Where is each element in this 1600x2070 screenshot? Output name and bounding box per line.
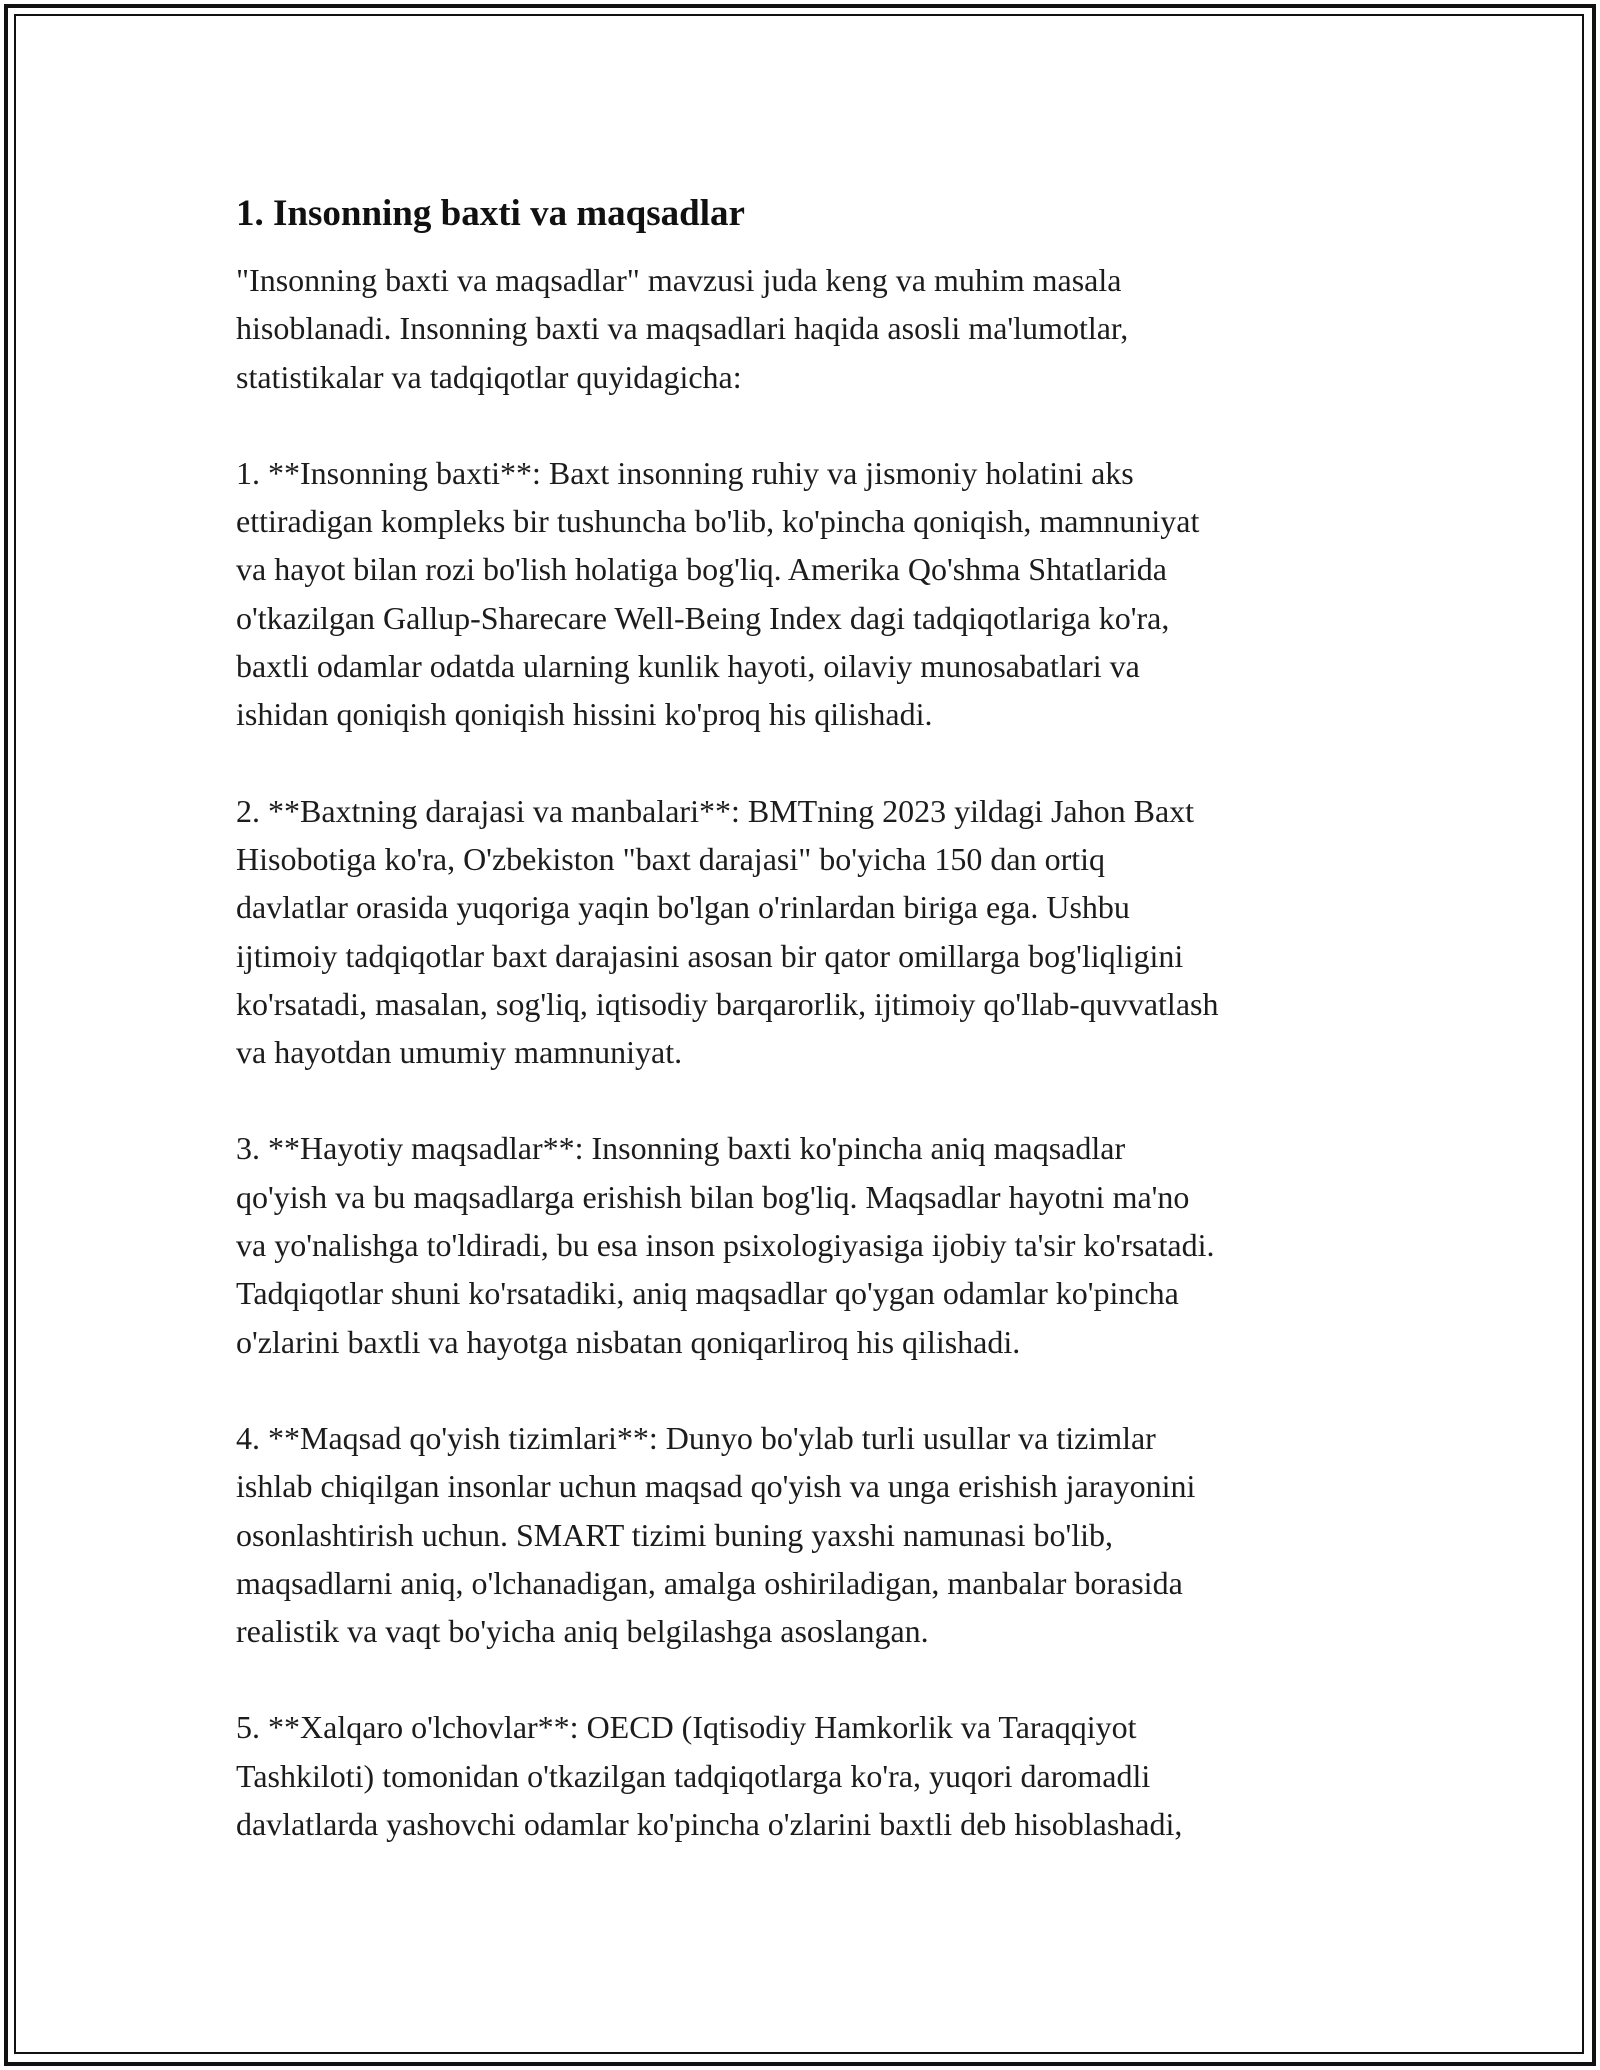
list-item-4: 4. **Maqsad qo'yish tizimlari**: Dunyo bo'ylab turli usullar va tizimlar ishlab chiqilgan insonlar uchun maqsad qo'yish va unga erishish jarayonini osonlashtirish uchun. SMART tizimi buning yaxshi namunasi bo'lib, maqsadlarni aniq, o'lchanadigan, amalga oshiriladigan, manbalar borasida realistik va vaqt bo'yicha aniq belgilashga asoslangan. [236, 1419, 1196, 1650]
list-item-5: 5. **Xalqaro o'lchovlar**: OECD (Iqtisodiy Hamkorlik va Taraqqiyot Tashkiloti) tomonidan o'tkazilgan tadqiqotlarga ko'ra, yuqori daromadli davlatlarda yashovchi odamlar ko'pincha o'zlarini baxtli deb hisoblashadi, [236, 1709, 1183, 1843]
list-item-1: 1. **Insonning baxti**: Baxt insonning ruhiy va jismoniy holatini aks ettiradigan kompleks bir tushuncha bo'lib, ko'pincha qoniqish, mamnuniyat va hayot bilan rozi bo'lish holatiga bog'liq. Amerika Qo'shma Shtatlarida o'tkazilgan Gallup-Sharecare Well-Being Index dagi tadqiqotlariga ko'ra, baxtli odamlar odatda ularning kunlik hayoti, oilaviy munosabatlari va ishidan qoniqish qoniqish hissini ko'proq his qilishadi. [236, 454, 1200, 733]
intro-paragraph: "Insonning baxti va maqsadlar" mavzusi juda keng va muhim masala hisoblanadi. Insonning baxti va maqsadlari haqida asosli ma'lumotlar, statistikalar va tadqiqotlar quyidagicha: [236, 262, 1129, 395]
list-item-3: 3. **Hayotiy maqsadlar**: Insonning baxti ko'pincha aniq maqsadlar qo'yish va bu maqsadlarga erishish bilan bog'liq. Maqsadlar hayotni ma'no va yo'nalishga to'ldiradi, bu esa inson psixologiyasiga ijobiy ta'sir ko'rsatadi. Tadqiqotlar shuni ko'rsatadiki, aniq maqsadlar qo'ygan odamlar ko'pincha o'zlarini baxtli va hayotga nisbatan qoniqarliroq his qilishadi. [236, 1130, 1215, 1360]
list-item-2: 2. **Baxtning darajasi va manbalari**: BMTning 2023 yildagi Jahon Baxt Hisobotiga ko'ra, O'zbekiston "baxt darajasi" bo'yicha 150 dan ortiq davlatlar orasida yuqoriga yaqin bo'lgan o'rinlardan biriga ega. Ushbu ijtimoiy tadqiqotlar baxt darajasini asosan bir qator omillarga bog'liqligini ko'rsatadi, masalan, sog'liq, iqtisodiy barqarorlik, ijtimoiy qo'llab-quvvatlash va hayotdan umumiy mamnuniyat. [236, 792, 1219, 1071]
document-title: 1. Insonning baxti va maqsadlar [236, 193, 745, 234]
document-page [236, 186, 1366, 1848]
